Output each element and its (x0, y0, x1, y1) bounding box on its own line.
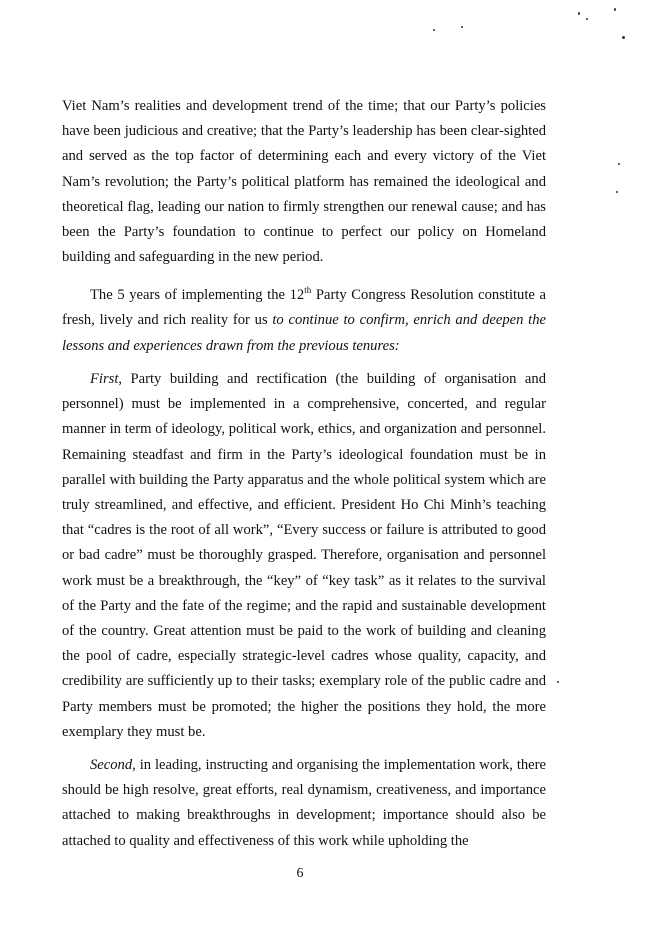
paragraph (62, 753, 546, 854)
paragraph-text: Party Congress Resolution constitute a fresh, lively and rich reality for us (62, 287, 546, 329)
body-text (62, 94, 546, 862)
scan-speck (433, 29, 435, 31)
page-number: 6 (296, 866, 304, 881)
ordinal-suffix: th (304, 285, 312, 296)
emphasized-text: First (90, 370, 119, 387)
paragraph (62, 367, 546, 745)
emphasized-text: to continue to confirm, enrich and deepen the lessons and experiences drawn from the previous tenures: (62, 312, 546, 354)
scan-speck (586, 18, 588, 20)
paragraph-text: Viet Nam’s realities and development trend of the time; that our Party’s policies have been judicious and creative; that the Party’s leadership has been clear-sighted and served as the top factor of determining each and every victory of the Viet Nam’s revolution; the Party’s political platform has remained the ideological and theoretical flag, leading our nation to firmly strengthen our renewal cause; and has been the Party’s foundation to continue to perfect our policy on Homeland building and safeguarding in the new period. (62, 98, 546, 266)
scan-speck (578, 12, 580, 15)
scan-speck (618, 163, 620, 165)
scan-speck (557, 681, 559, 683)
paragraph (62, 94, 546, 270)
paragraph-text: The 5 years of implementing the 12 (90, 287, 305, 304)
paragraph-text: , Party building and rectification (the building of organisation and personnel) must be implemented in a comprehensive, concerted, and regular manner in term of ideology, political work, ethics, and organization and personnel. Remaining steadfast and firm in the Party’s ideological foundation must be in parallel with building the Party apparatus and the whole political system which are truly streamlined, and effective, and efficient. President Ho Chi Minh’s teaching that “cadres is the root of all work”, “Every success or failure is attributed to good or bad cadre” must be thoroughly grasped. Therefore, organisation and personnel work must be a breakthrough, the “key” of “key task” as it relates to the survival of the Party and the fate of the regime; and the rapid and sustainable development of the country. Great attention must be paid to the work of building and cleaning the pool of cadre, especially strategic-level cadres whose quality, capacity, and credibility are sufficiently up to their tasks; exemplary role of the public cadre and Party members must be promoted; the higher the positions they hold, the more exemplary they must be. (62, 370, 546, 740)
paragraph-text: , in leading, instructing and organising the implementation work, there should be high resolve, great efforts, real dynamism, creativeness, and importance attached to making breakthroughs in development; importance should also be attached to quality and effectiveness of this work while upholding the (62, 756, 546, 849)
emphasized-text: Second (90, 756, 133, 773)
scan-speck (616, 191, 618, 193)
scan-speck (614, 8, 616, 11)
scan-speck (622, 36, 625, 39)
paragraph (62, 278, 546, 358)
scan-speck (461, 26, 463, 28)
